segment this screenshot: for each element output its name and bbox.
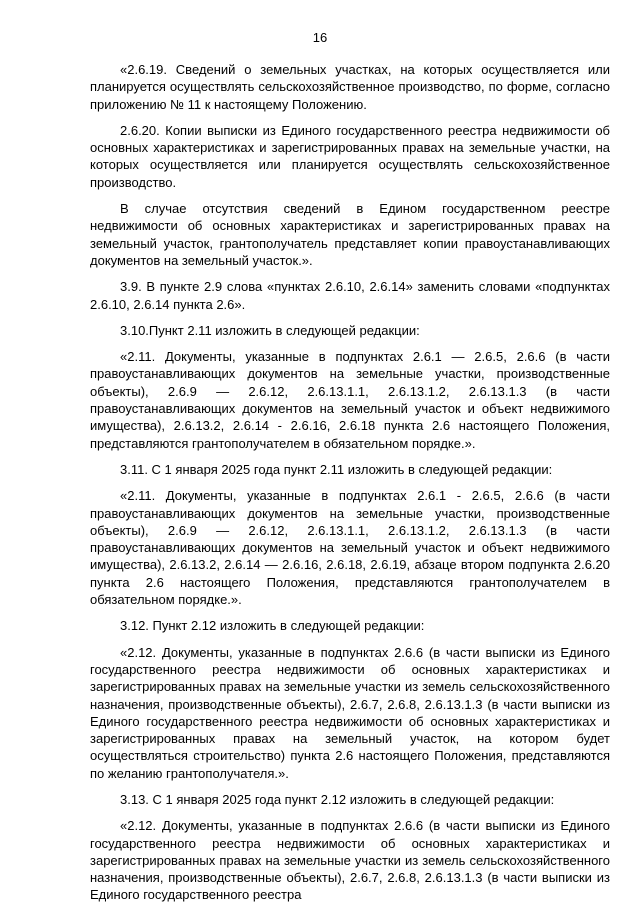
paragraph-absence-of-data: В случае отсутствия сведений в Едином государственном реестре недвижимости об основных характеристиках и зарегистрированных правах на земельный участок, грантополучатель представляет копии правоустанавливающих документов на земельный участок.». (90, 201, 610, 268)
paragraph-2-6-20: 2.6.20. Копии выписки из Единого государственного реестра недвижимости об основных характеристиках и зарегистрированных правах на земельные участки, на которых осуществляется или планируется осуществлять сельскохозяйственное производство. (90, 122, 610, 190)
paragraph-3-10: 3.10.Пункт 2.11 изложить в следующей редакции: (120, 322, 420, 338)
paragraph-2-6-19: «2.6.19. Сведений о земельных участках, на которых осуществляется или планируется осуществлять сельскохозяйственное производство, по форме, согласно приложению № 11 к настоящему Положению. (90, 62, 610, 112)
paragraph-2-11-current: «2.11. Документы, указанные в подпунктах 2.6.1 — 2.6.5, 2.6.6 (в части правоустанавливающих документов на земельные участки, производственные объекты), 2.6.9 — 2.6.12, 2.6.13.1.1, 2.6.13.1.2, 2.6.13.1.3 (в части правоустанавливающих документов на земельный участок и объект недвижимого имущества), 2.6.13.2, 2.6.14 - 2.6.16, 2.6.18 пункта 2.6 настоящего Положения, представляются грантополучателем в обязательном порядке.». (90, 349, 610, 451)
page-number: 16 (312, 30, 328, 45)
paragraph-2-12-2025: «2.12. Документы, указанные в подпунктах 2.6.6 (в части выписки из Единого государственного реестра недвижимости об основных характеристиках и зарегистрированных правах на земельные участки из земель сельскохозяйственного назначения, производственные объекты), 2.6.7, 2.6.8, 2.6.13.1.3 (в части выписки из Единого государственного реестра (90, 818, 610, 903)
paragraph-3-12: 3.12. Пункт 2.12 изложить в следующей редакции: (120, 618, 425, 634)
paragraph-2-12-current: «2.12. Документы, указанные в подпунктах 2.6.6 (в части выписки из Единого государственного реестра недвижимости об основных характеристиках и зарегистрированных правах на земельные участки из земель сельскохозяйственного назначения, производственные объекты), 2.6.7, 2.6.8, 2.6.13.1.3 (в части выписки из Единого государственного реестра недвижимости об основных характеристиках и зарегистрированных правах на земельный участок, на котором будет осуществляться строительство) пункта 2.6 настоящего Положения, представляются по желанию грантополучателя.». (90, 644, 610, 781)
paragraph-3-13: 3.13. С 1 января 2025 года пункт 2.12 изложить в следующей редакции: (120, 791, 555, 807)
paragraph-2-11-2025: «2.11. Документы, указанные в подпунктах 2.6.1 - 2.6.5, 2.6.6 (в части правоустанавливающих документов на земельные участки, производственные объекты), 2.6.9 — 2.6.12, 2.6.13.1.1, 2.6.13.1.2, 2.6.13.1.3 (в части правоустанавливающих документов на земельный участок и объект недвижимого имущества), 2.6.13.2, 2.6.14 — 2.6.16, 2.6.18, 2.6.19, абзаце втором подпункта 2.6.20 пункта 2.6 настоящего Положения, представляются грантополучателем в обязательном порядке.». (90, 488, 610, 608)
paragraph-3-9: 3.9. В пункте 2.9 слова «пунктах 2.6.10, 2.6.14» заменить словами «подпунктах 2.6.10, 2.6.14 пункта 2.6». (90, 279, 610, 312)
document-body (90, 61, 610, 913)
paragraph-3-11: 3.11. С 1 января 2025 года пункт 2.11 изложить в следующей редакции: (120, 461, 553, 477)
